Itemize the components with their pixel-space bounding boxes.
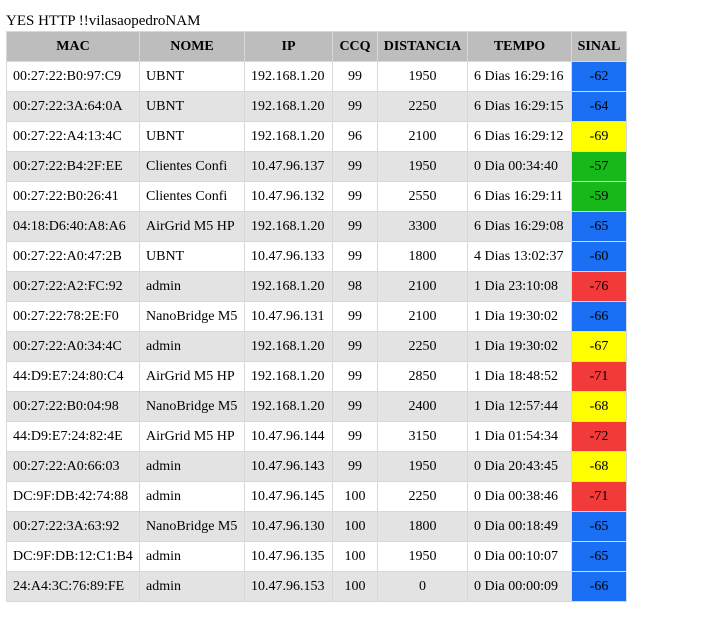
cell-ip: 192.168.1.20 bbox=[245, 362, 333, 392]
cell-nome: AirGrid M5 HP bbox=[140, 362, 245, 392]
table-row bbox=[7, 182, 627, 212]
table-row bbox=[7, 362, 627, 392]
cell-ccq: 99 bbox=[333, 422, 378, 452]
cell-sinal: -60 bbox=[572, 242, 627, 272]
cell-sinal: -68 bbox=[572, 452, 627, 482]
cell-ccq: 99 bbox=[333, 92, 378, 122]
cell-nome: admin bbox=[140, 332, 245, 362]
cell-ip: 10.47.96.144 bbox=[245, 422, 333, 452]
column-header-ip: IP bbox=[245, 32, 333, 62]
cell-mac: 00:27:22:B0:04:98 bbox=[7, 392, 140, 422]
cell-tempo: 6 Dias 16:29:16 bbox=[468, 62, 572, 92]
cell-ccq: 96 bbox=[333, 122, 378, 152]
cell-tempo: 6 Dias 16:29:11 bbox=[468, 182, 572, 212]
cell-sinal: -66 bbox=[572, 572, 627, 602]
cell-distancia: 3150 bbox=[378, 422, 468, 452]
table-row bbox=[7, 512, 627, 542]
table-row bbox=[7, 452, 627, 482]
table-row bbox=[7, 542, 627, 572]
cell-sinal: -65 bbox=[572, 542, 627, 572]
table-row bbox=[7, 272, 627, 302]
cell-ip: 192.168.1.20 bbox=[245, 62, 333, 92]
cell-ccq: 99 bbox=[333, 452, 378, 482]
cell-ip: 10.47.96.133 bbox=[245, 242, 333, 272]
table-row bbox=[7, 422, 627, 452]
column-header-tempo: TEMPO bbox=[468, 32, 572, 62]
table-row bbox=[7, 482, 627, 512]
cell-ip: 192.168.1.20 bbox=[245, 272, 333, 302]
cell-nome: Clientes Confi bbox=[140, 182, 245, 212]
cell-tempo: 6 Dias 16:29:15 bbox=[468, 92, 572, 122]
cell-nome: UBNT bbox=[140, 122, 245, 152]
column-header-nome: NOME bbox=[140, 32, 245, 62]
cell-mac: 00:27:22:A2:FC:92 bbox=[7, 272, 140, 302]
cell-ccq: 99 bbox=[333, 332, 378, 362]
cell-mac: 00:27:22:A0:34:4C bbox=[7, 332, 140, 362]
cell-mac: 00:27:22:A4:13:4C bbox=[7, 122, 140, 152]
cell-tempo: 0 Dia 00:38:46 bbox=[468, 482, 572, 512]
cell-sinal: -69 bbox=[572, 122, 627, 152]
cell-sinal: -71 bbox=[572, 362, 627, 392]
cell-distancia: 2100 bbox=[378, 272, 468, 302]
cell-mac: 04:18:D6:40:A8:A6 bbox=[7, 212, 140, 242]
cell-mac: 00:27:22:A0:66:03 bbox=[7, 452, 140, 482]
cell-ip: 192.168.1.20 bbox=[245, 92, 333, 122]
cell-nome: UBNT bbox=[140, 242, 245, 272]
cell-mac: 00:27:22:3A:64:0A bbox=[7, 92, 140, 122]
column-header-ccq: CCQ bbox=[333, 32, 378, 62]
cell-ip: 10.47.96.145 bbox=[245, 482, 333, 512]
table-row bbox=[7, 122, 627, 152]
cell-nome: UBNT bbox=[140, 62, 245, 92]
cell-tempo: 1 Dia 19:30:02 bbox=[468, 332, 572, 362]
cell-ip: 10.47.96.135 bbox=[245, 542, 333, 572]
cell-tempo: 1 Dia 01:54:34 bbox=[468, 422, 572, 452]
cell-ip: 10.47.96.130 bbox=[245, 512, 333, 542]
cell-nome: AirGrid M5 HP bbox=[140, 422, 245, 452]
cell-nome: admin bbox=[140, 272, 245, 302]
cell-sinal: -67 bbox=[572, 332, 627, 362]
cell-ccq: 100 bbox=[333, 572, 378, 602]
cell-mac: 00:27:22:B0:97:C9 bbox=[7, 62, 140, 92]
cell-mac: 00:27:22:B4:2F:EE bbox=[7, 152, 140, 182]
cell-nome: NanoBridge M5 bbox=[140, 392, 245, 422]
cell-ip: 192.168.1.20 bbox=[245, 392, 333, 422]
cell-sinal: -62 bbox=[572, 62, 627, 92]
column-header-distancia: DISTANCIA bbox=[378, 32, 468, 62]
cell-ip: 10.47.96.137 bbox=[245, 152, 333, 182]
cell-ccq: 100 bbox=[333, 482, 378, 512]
cell-distancia: 2550 bbox=[378, 182, 468, 212]
cell-ip: 10.47.96.131 bbox=[245, 302, 333, 332]
cell-distancia: 2250 bbox=[378, 92, 468, 122]
cell-distancia: 2850 bbox=[378, 362, 468, 392]
cell-distancia: 0 bbox=[378, 572, 468, 602]
cell-distancia: 1800 bbox=[378, 242, 468, 272]
table-row bbox=[7, 212, 627, 242]
cell-ip: 192.168.1.20 bbox=[245, 122, 333, 152]
cell-tempo: 1 Dia 23:10:08 bbox=[468, 272, 572, 302]
cell-sinal: -68 bbox=[572, 392, 627, 422]
table-row bbox=[7, 152, 627, 182]
cell-nome: admin bbox=[140, 572, 245, 602]
cell-distancia: 1950 bbox=[378, 152, 468, 182]
cell-tempo: 1 Dia 12:57:44 bbox=[468, 392, 572, 422]
cell-sinal: -57 bbox=[572, 152, 627, 182]
cell-nome: Clientes Confi bbox=[140, 152, 245, 182]
cell-mac: 24:A4:3C:76:89:FE bbox=[7, 572, 140, 602]
cell-tempo: 6 Dias 16:29:08 bbox=[468, 212, 572, 242]
table-row bbox=[7, 62, 627, 92]
cell-distancia: 2400 bbox=[378, 392, 468, 422]
cell-nome: UBNT bbox=[140, 92, 245, 122]
cell-mac: 00:27:22:A0:47:2B bbox=[7, 242, 140, 272]
cell-distancia: 2250 bbox=[378, 482, 468, 512]
cell-nome: NanoBridge M5 bbox=[140, 512, 245, 542]
cell-sinal: -64 bbox=[572, 92, 627, 122]
column-header-sinal: SINAL bbox=[572, 32, 627, 62]
cell-mac: 00:27:22:3A:63:92 bbox=[7, 512, 140, 542]
cell-distancia: 1950 bbox=[378, 542, 468, 572]
cell-distancia: 2250 bbox=[378, 332, 468, 362]
cell-tempo: 0 Dia 00:00:09 bbox=[468, 572, 572, 602]
signal-table bbox=[6, 31, 627, 602]
cell-mac: 00:27:22:B0:26:41 bbox=[7, 182, 140, 212]
cell-distancia: 1950 bbox=[378, 62, 468, 92]
cell-ccq: 99 bbox=[333, 212, 378, 242]
cell-tempo: 1 Dia 18:48:52 bbox=[468, 362, 572, 392]
cell-ccq: 100 bbox=[333, 542, 378, 572]
cell-mac: DC:9F:DB:12:C1:B4 bbox=[7, 542, 140, 572]
table-row bbox=[7, 242, 627, 272]
cell-tempo: 0 Dia 00:10:07 bbox=[468, 542, 572, 572]
cell-distancia: 1800 bbox=[378, 512, 468, 542]
cell-sinal: -65 bbox=[572, 212, 627, 242]
cell-distancia: 1950 bbox=[378, 452, 468, 482]
cell-sinal: -66 bbox=[572, 302, 627, 332]
cell-tempo: 6 Dias 16:29:12 bbox=[468, 122, 572, 152]
cell-ip: 10.47.96.153 bbox=[245, 572, 333, 602]
cell-ip: 192.168.1.20 bbox=[245, 212, 333, 242]
cell-mac: 44:D9:E7:24:82:4E bbox=[7, 422, 140, 452]
cell-ccq: 99 bbox=[333, 152, 378, 182]
cell-mac: 00:27:22:78:2E:F0 bbox=[7, 302, 140, 332]
cell-nome: AirGrid M5 HP bbox=[140, 212, 245, 242]
cell-sinal: -72 bbox=[572, 422, 627, 452]
cell-distancia: 2100 bbox=[378, 122, 468, 152]
cell-mac: DC:9F:DB:42:74:88 bbox=[7, 482, 140, 512]
table-row bbox=[7, 92, 627, 122]
cell-mac: 44:D9:E7:24:80:C4 bbox=[7, 362, 140, 392]
table-row bbox=[7, 302, 627, 332]
cell-ccq: 99 bbox=[333, 182, 378, 212]
cell-ccq: 99 bbox=[333, 242, 378, 272]
cell-ccq: 99 bbox=[333, 392, 378, 422]
cell-sinal: -65 bbox=[572, 512, 627, 542]
table-row bbox=[7, 572, 627, 602]
cell-tempo: 4 Dias 13:02:37 bbox=[468, 242, 572, 272]
cell-tempo: 0 Dia 20:43:45 bbox=[468, 452, 572, 482]
cell-tempo: 0 Dia 00:18:49 bbox=[468, 512, 572, 542]
cell-distancia: 3300 bbox=[378, 212, 468, 242]
cell-sinal: -71 bbox=[572, 482, 627, 512]
page-title: YES HTTP !!vilasaopedroNAM bbox=[6, 13, 201, 29]
table-row bbox=[7, 332, 627, 362]
table-row bbox=[7, 392, 627, 422]
cell-nome: admin bbox=[140, 482, 245, 512]
cell-tempo: 1 Dia 19:30:02 bbox=[468, 302, 572, 332]
cell-tempo: 0 Dia 00:34:40 bbox=[468, 152, 572, 182]
cell-nome: admin bbox=[140, 542, 245, 572]
cell-distancia: 2100 bbox=[378, 302, 468, 332]
cell-nome: NanoBridge M5 bbox=[140, 302, 245, 332]
table-header-row bbox=[7, 32, 627, 62]
cell-ccq: 100 bbox=[333, 512, 378, 542]
cell-nome: admin bbox=[140, 452, 245, 482]
cell-ip: 10.47.96.143 bbox=[245, 452, 333, 482]
cell-sinal: -76 bbox=[572, 272, 627, 302]
cell-ccq: 99 bbox=[333, 62, 378, 92]
cell-ccq: 99 bbox=[333, 362, 378, 392]
column-header-mac: MAC bbox=[7, 32, 140, 62]
cell-sinal: -59 bbox=[572, 182, 627, 212]
cell-ip: 192.168.1.20 bbox=[245, 332, 333, 362]
cell-ip: 10.47.96.132 bbox=[245, 182, 333, 212]
cell-ccq: 99 bbox=[333, 302, 378, 332]
cell-ccq: 98 bbox=[333, 272, 378, 302]
